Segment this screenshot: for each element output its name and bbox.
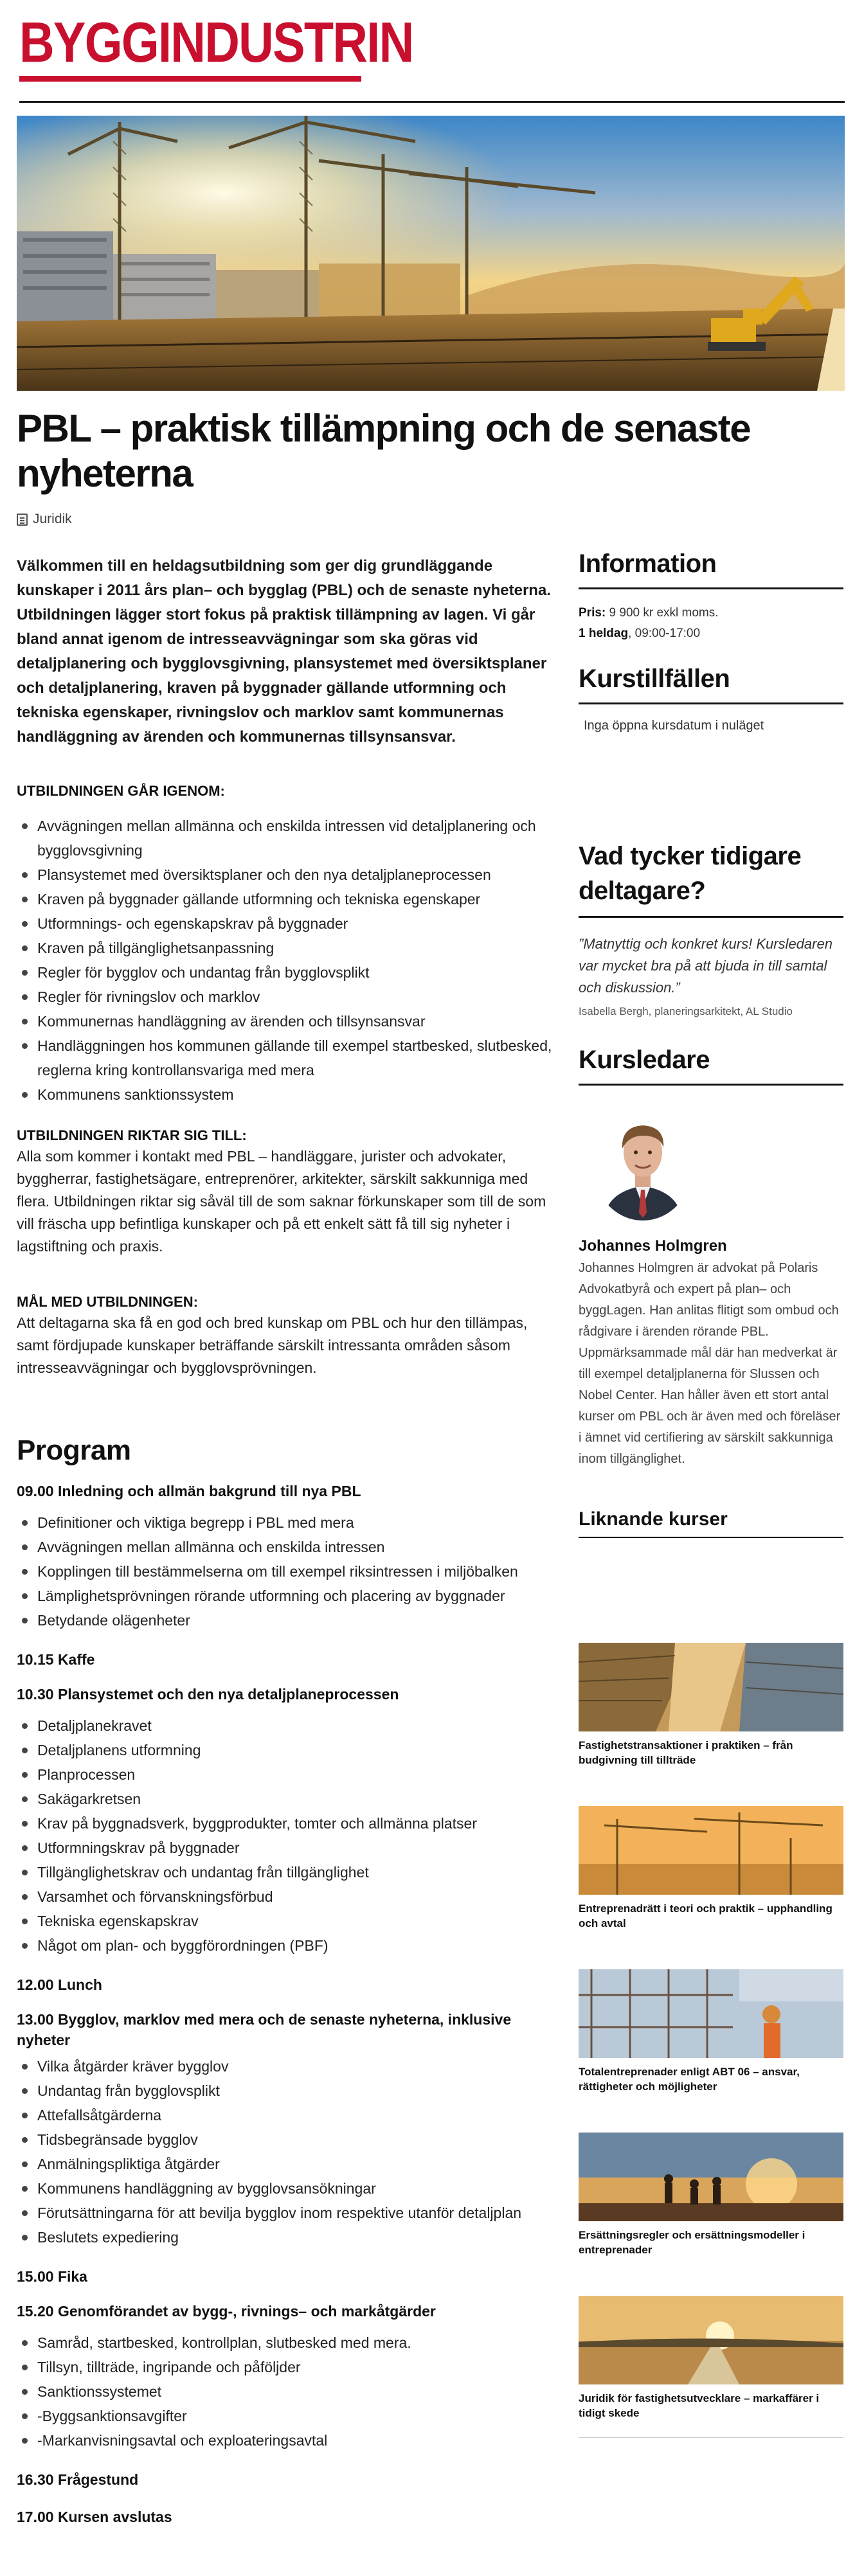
- testimonial-author: Isabella Bergh, planeringsarkitekt, AL Studio: [579, 1005, 793, 1017]
- list-item: -Byggsanktionsavgifter: [17, 2404, 563, 2428]
- program-slot-title: 17.00 Kursen avslutas: [17, 2509, 172, 2525]
- list-item: Sanktionssystemet: [17, 2379, 563, 2404]
- list-item: Sakägarkretsen: [17, 1787, 563, 1811]
- list-item: Kommunernas handläggning av ärenden och tillsynsansvar: [17, 1009, 563, 1033]
- related-course-image[interactable]: [579, 2133, 843, 2221]
- list-item: Plansystemet med översiktsplaner och den nya detaljplaneprocessen: [17, 863, 563, 887]
- related-cards: [579, 0, 843, 2576]
- category-label[interactable]: Juridik: [33, 512, 72, 526]
- list-item: Krav på byggnadsverk, byggprodukter, tomter och allmänna platser: [17, 1811, 563, 1836]
- list-item: Varsamhet och förvanskningsförbud: [17, 1884, 563, 1909]
- lead-paragraph: Välkommen till en heldagsutbildning som ger dig grundläggande kunskaper i 2011 års plan– och bygglag (PBL) och de senaste nyheterna. Utbildningen lägger stort fokus på praktisk tillämpning av lagen. Vi går bland annat igenom de intresseavvägningar som ska göras vid detaljplanering och bygglovsgivning, plansystemet med översiktsplaner och detaljplanering, kraven på byggnader gällande utformning och tekniska egenskaper, rivningslov och marklov samt kommunernas handläggning av ärenden och kommunernas tillsynsansvar.: [17, 557, 551, 746]
- program-heading: Program: [17, 1435, 131, 1466]
- price-value: 9 900 kr exkl moms.: [609, 606, 719, 620]
- list-item: Avvägningen mellan allmänna och enskilda intressen vid detaljplanering och bygglovsgivning: [17, 814, 563, 863]
- list-item: Förutsättningarna för att bevilja bygglov inom respektive utanför detaljplan: [17, 2201, 563, 2225]
- goal-heading: MÅL MED UTBILDNINGEN:: [17, 1294, 198, 1310]
- list-item: Samråd, startbesked, kontrollplan, slutbesked med mera.: [17, 2330, 563, 2355]
- article-body: [17, 554, 563, 2527]
- list-item: Kraven på tillgänglighetsanpassning: [17, 936, 563, 960]
- program-slot-title: 09.00 Inledning och allmän bakgrund till nya PBL: [17, 1483, 361, 1499]
- related-course-card[interactable]: [579, 1969, 843, 2094]
- list-item: Detaljplanekravet: [17, 1713, 563, 1738]
- goal-paragraph: Att deltagarna ska få en god och bred kunskap om PBL och hur den tillämpas, samt fördjupade kunskaper beträffande särskilt intressanta områden såsom intresseavvägningar och bygglovsprövningen.: [17, 1314, 528, 1376]
- related-course-card[interactable]: [579, 2296, 843, 2420]
- list-item: Regler för bygglov och undantag från bygglovsplikt: [17, 960, 563, 985]
- list-item: Attefallsåtgärderna: [17, 2103, 563, 2127]
- list-item: Kraven på byggnader gällande utformning och tekniska egenskaper: [17, 887, 563, 911]
- goes-through-heading: UTBILDNINGEN GÅR IGENOM:: [17, 783, 225, 799]
- list-item: Detaljplanens utformning: [17, 1738, 563, 1762]
- list-item: Vilka åtgärder kräver bygglov: [17, 2054, 563, 2079]
- target-paragraph: Alla som kommer i kontakt med PBL – handläggare, jurister och advokater, byggherrar, fastighetsägare, entreprenörer, arkitekter, särskilt sakkunniga med flera. Utbildningen riktar sig såväl till de som saknar förkunskaper som till de som vill fräscha upp befintliga kunskaper och på ett enkelt sätt få till sig nyheter i lagstiftning och praxis.: [17, 1148, 546, 1255]
- program-slot-list: [17, 2054, 563, 2250]
- related-course-title[interactable]: Fastighetstransaktioner i praktiken – från budgivning till tillträde: [579, 1739, 793, 1766]
- goes-through-list: [17, 814, 563, 1107]
- duration-value: , 09:00-17:00: [628, 627, 701, 640]
- logo-underline: [19, 76, 361, 82]
- leader-bio: Johannes Holmgren är advokat på Polaris Advokatbyrå och expert på plan– och byggLagen. Han anlitas flitigt som ombud och rådgivare i ärenden rörande PBL. Uppmärksammade mål där han medverkat är till exempel detaljplanerna för Slussen och Nobel Center. Han håller även ett stort antal kurser om PBL och är även med och föreläser i ämnet vid certifiering av särskilt sakkunniga inom tillgänglighet.: [579, 1261, 841, 1466]
- program-slot-title: 15.00 Fika: [17, 2268, 87, 2285]
- related-course-card[interactable]: [579, 1643, 843, 1767]
- price-label: Pris:: [579, 606, 606, 620]
- list-item: Beslutets expediering: [17, 2225, 563, 2250]
- program-slot-list: [17, 1510, 563, 1632]
- list-item: Utformnings- och egenskapskrav på byggnader: [17, 911, 563, 936]
- list-item: Handläggningen hos kommunen gällande till exempel startbesked, slutbesked, reglerna kring kontrollansvariga med mera: [17, 1033, 563, 1082]
- category-tag[interactable]: [17, 512, 72, 527]
- document-icon: [17, 514, 28, 526]
- list-item: Lämplighetsprövningen rörande utformning och placering av byggnader: [17, 1584, 563, 1608]
- list-item: Tekniska egenskapskrav: [17, 1909, 563, 1933]
- info-heading: Information: [579, 548, 843, 589]
- program-slot-title: 15.20 Genomförandet av bygg-, rivnings– och markåtgärder: [17, 2303, 436, 2320]
- sessions-empty-text: Inga öppna kursdatum i nuläget: [584, 719, 764, 733]
- program-slot-title: 16.30 Frågestund: [17, 2471, 139, 2488]
- list-item: Betydande olägenheter: [17, 1608, 563, 1632]
- list-item: Tillsyn, tillträde, ingripande och påföljder: [17, 2355, 563, 2379]
- page-title: PBL – praktisk tillämpning och de senaste nyheterna: [17, 407, 751, 495]
- list-item: Tillgänglighetskrav och undantag från tillgänglighet: [17, 1860, 563, 1884]
- program-slot-title: 10.30 Plansystemet och den nya detaljplaneprocessen: [17, 1686, 399, 1703]
- program-slot-list: [17, 1713, 563, 1958]
- related-course-image[interactable]: [579, 1969, 843, 2058]
- list-item: Undantag från bygglovsplikt: [17, 2079, 563, 2103]
- related-course-image[interactable]: [579, 2296, 843, 2384]
- site-logo[interactable]: BYGGINDUSTRIN: [19, 10, 413, 74]
- list-item: -Markanvisningsavtal och exploateringsavtal: [17, 2428, 563, 2453]
- program-slot-title: 12.00 Lunch: [17, 1976, 102, 1993]
- related-course-title[interactable]: Ersättningsregler och ersättningsmodeller i entreprenader: [579, 2229, 806, 2256]
- leader-name: Johannes Holmgren: [579, 1237, 727, 1255]
- list-item: Planprocessen: [17, 1762, 563, 1787]
- related-heading: Liknande kurser: [579, 1508, 843, 1538]
- program-slot-title: 13.00 Bygglov, marklov med mera och de senaste nyheterna, inklusive nyheter: [17, 2011, 512, 2048]
- list-item: Något om plan- och byggförordningen (PBF): [17, 1933, 563, 1958]
- sessions-heading: Kurstillfällen: [579, 663, 843, 704]
- leader-heading: Kursledare: [579, 1044, 843, 1086]
- list-item: Definitioner och viktiga begrepp i PBL med mera: [17, 1510, 563, 1535]
- duration-label: 1 heldag: [579, 627, 629, 640]
- feedback-heading: Vad tycker tidigare deltagare?: [579, 839, 843, 918]
- list-item: Anmälningspliktiga åtgärder: [17, 2152, 563, 2176]
- program-slot-title: 10.15 Kaffe: [17, 1651, 95, 1668]
- list-item: Regler för rivningslov och marklov: [17, 985, 563, 1009]
- related-course-title[interactable]: Totalentreprenader enligt ABT 06 – ansvar, rättigheter och möjligheter: [579, 2066, 800, 2093]
- related-course-card[interactable]: [579, 2133, 843, 2257]
- target-heading: UTBILDNINGEN RIKTAR SIG TILL:: [17, 1127, 247, 1143]
- related-course-image[interactable]: [579, 1806, 843, 1895]
- list-item: Tidsbegränsade bygglov: [17, 2127, 563, 2152]
- related-course-card[interactable]: [579, 1806, 843, 1931]
- list-item: Kommunens sanktionssystem: [17, 1082, 563, 1107]
- related-course-image[interactable]: [579, 1643, 843, 1731]
- list-item: Utformningskrav på byggnader: [17, 1836, 563, 1860]
- related-divider: [579, 2437, 843, 2438]
- list-item: Kopplingen till bestämmelserna om till exempel riksintressen i miljöbalken: [17, 1559, 563, 1584]
- related-course-title[interactable]: Juridik för fastighetsutvecklare – markaffärer i tidigt skede: [579, 2392, 820, 2419]
- related-course-title[interactable]: Entreprenadrätt i teori och praktik – upphandling och avtal: [579, 1902, 833, 1929]
- list-item: Kommunens handläggning av bygglovsansökningar: [17, 2176, 563, 2201]
- list-item: Avvägningen mellan allmänna och enskilda intressen: [17, 1535, 563, 1559]
- testimonial-quote: ”Matnyttig och konkret kurs! Kursledaren var mycket bra på att bjuda in till samtal och diskussion.”: [579, 936, 833, 996]
- program-slot-list: [17, 2330, 563, 2453]
